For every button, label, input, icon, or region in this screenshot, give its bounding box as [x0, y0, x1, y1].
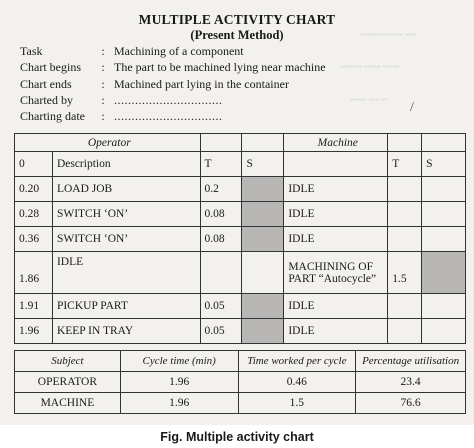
operator-time: 0.08: [200, 202, 242, 227]
meta-value: Machined part lying in the container: [114, 76, 289, 91]
meta-separator: :: [101, 44, 105, 58]
operator-activity: SWITCH ‘ON’: [52, 202, 200, 227]
machine-activity: IDLE: [284, 177, 388, 202]
machine-time: [388, 227, 422, 252]
summary-header-row: [15, 351, 466, 372]
summary-header: Time worked per cycle: [238, 351, 356, 372]
operator-activity: LOAD JOB: [52, 177, 200, 202]
spacer-cell: [200, 134, 242, 152]
machine-time: [388, 202, 422, 227]
activity-table: [14, 133, 466, 344]
col-time: 0: [15, 152, 53, 177]
table-row: [15, 319, 466, 344]
bleed-through-text: ~~~ ~~~ ~~~~: [340, 62, 400, 73]
machine-idle-cell: [422, 319, 466, 344]
operator-work-bar: [242, 177, 284, 202]
operator-activity: PICKUP PART: [52, 294, 200, 319]
machine-time: [388, 294, 422, 319]
operator-activity: KEEP IN TRAY: [52, 319, 200, 344]
meta-separator: :: [101, 92, 105, 107]
elapsed-time: 0.20: [15, 177, 53, 202]
meta-label: Chart ends: [20, 76, 72, 91]
operator-work-bar: [242, 202, 284, 227]
figure-caption: Fig. Multiple activity chart: [160, 430, 314, 444]
machine-header: Machine: [284, 134, 388, 152]
operator-work-bar: [242, 319, 284, 344]
meta-separator: :: [101, 109, 105, 124]
table-row: [15, 227, 466, 252]
operator-activity: IDLE: [52, 252, 200, 294]
table-row: [15, 202, 466, 227]
machine-activity: IDLE: [284, 319, 388, 344]
machine-activity: IDLE: [284, 202, 388, 227]
chart-meta: [20, 43, 326, 124]
machine-activity-line: PART “Autocycle”: [288, 272, 377, 285]
meta-charted-by: [20, 92, 326, 108]
elapsed-time: 1.86: [15, 252, 53, 294]
meta-chart-begins: [20, 59, 326, 75]
machine-idle-cell: [422, 202, 466, 227]
summary-subject: OPERATOR: [15, 372, 121, 393]
operator-activity: SWITCH ‘ON’: [52, 227, 200, 252]
meta-label: Chart begins: [20, 60, 81, 75]
operator-time: [200, 252, 242, 294]
meta-value: The part to be machined lying near machine: [114, 60, 326, 75]
summary-subject: MACHINE: [15, 393, 121, 414]
operator-work-bar: [242, 294, 284, 319]
meta-value: ...............................: [114, 92, 223, 107]
operator-time: 0.2: [200, 177, 242, 202]
chart-title: MULTIPLE ACTIVITY CHART: [138, 12, 336, 27]
summary-row: [15, 393, 466, 414]
machine-time: [388, 319, 422, 344]
operator-time: 0.08: [200, 227, 242, 252]
summary-utilisation: 76.6: [356, 393, 466, 414]
chart-subtitle: (Present Method): [190, 28, 284, 42]
spacer-cell: [242, 134, 284, 152]
summary-utilisation: 23.4: [356, 372, 466, 393]
machine-activity: IDLE: [284, 227, 388, 252]
operator-time: 0.05: [200, 294, 242, 319]
operator-work-bar: [242, 227, 284, 252]
meta-separator: :: [101, 76, 105, 91]
machine-work-bar: [422, 252, 466, 294]
meta-chart-ends: [20, 76, 326, 92]
elapsed-time: 0.28: [15, 202, 53, 227]
bleed-through-text: ~~ ~~~~~~~~: [360, 30, 417, 41]
meta-label: Task: [20, 44, 43, 58]
table-row: [15, 294, 466, 319]
spacer-cell: [422, 134, 466, 152]
operator-header: Operator: [15, 134, 201, 152]
meta-charting-date: [20, 108, 326, 124]
spacer-cell: [388, 134, 422, 152]
meta-label: Charting date: [20, 109, 85, 124]
elapsed-time: 1.96: [15, 319, 53, 344]
col-machine: [284, 152, 388, 177]
machine-idle-cell: [422, 177, 466, 202]
machine-activity: [284, 252, 388, 294]
summary-time-worked: 1.5: [238, 393, 356, 414]
bleed-through-text: ~ ~~ ~~~: [350, 95, 388, 106]
column-header-row: [15, 152, 466, 177]
meta-value: Machining of a component: [114, 44, 244, 58]
machine-idle-cell: [422, 294, 466, 319]
col-description: Description: [52, 152, 200, 177]
summary-table: [14, 350, 466, 414]
machine-idle-cell: [422, 227, 466, 252]
elapsed-time: 0.36: [15, 227, 53, 252]
pen-mark: /: [410, 100, 414, 115]
machine-activity-line: MACHINING OF: [288, 260, 373, 273]
summary-header: Subject: [15, 351, 121, 372]
col-s-machine: S: [422, 152, 466, 177]
machine-time: 1.5: [388, 252, 422, 294]
elapsed-time: 1.91: [15, 294, 53, 319]
col-t: T: [200, 152, 242, 177]
summary-time-worked: 0.46: [238, 372, 356, 393]
meta-value: ...............................: [114, 109, 223, 124]
table-row: [15, 252, 466, 294]
summary-header: Cycle time (min): [120, 351, 238, 372]
operator-time: 0.05: [200, 319, 242, 344]
meta-separator: :: [101, 60, 105, 75]
machine-activity: IDLE: [284, 294, 388, 319]
summary-header: Percentage utilisation: [356, 351, 466, 372]
meta-label: Charted by: [20, 92, 73, 107]
summary-row: [15, 372, 466, 393]
machine-time: [388, 177, 422, 202]
meta-task: [20, 43, 326, 59]
col-t-machine: T: [388, 152, 422, 177]
summary-cycle-time: 1.96: [120, 372, 238, 393]
summary-cycle-time: 1.96: [120, 393, 238, 414]
col-s: S: [242, 152, 284, 177]
table-row: [15, 177, 466, 202]
operator-idle-cell: [242, 252, 284, 294]
